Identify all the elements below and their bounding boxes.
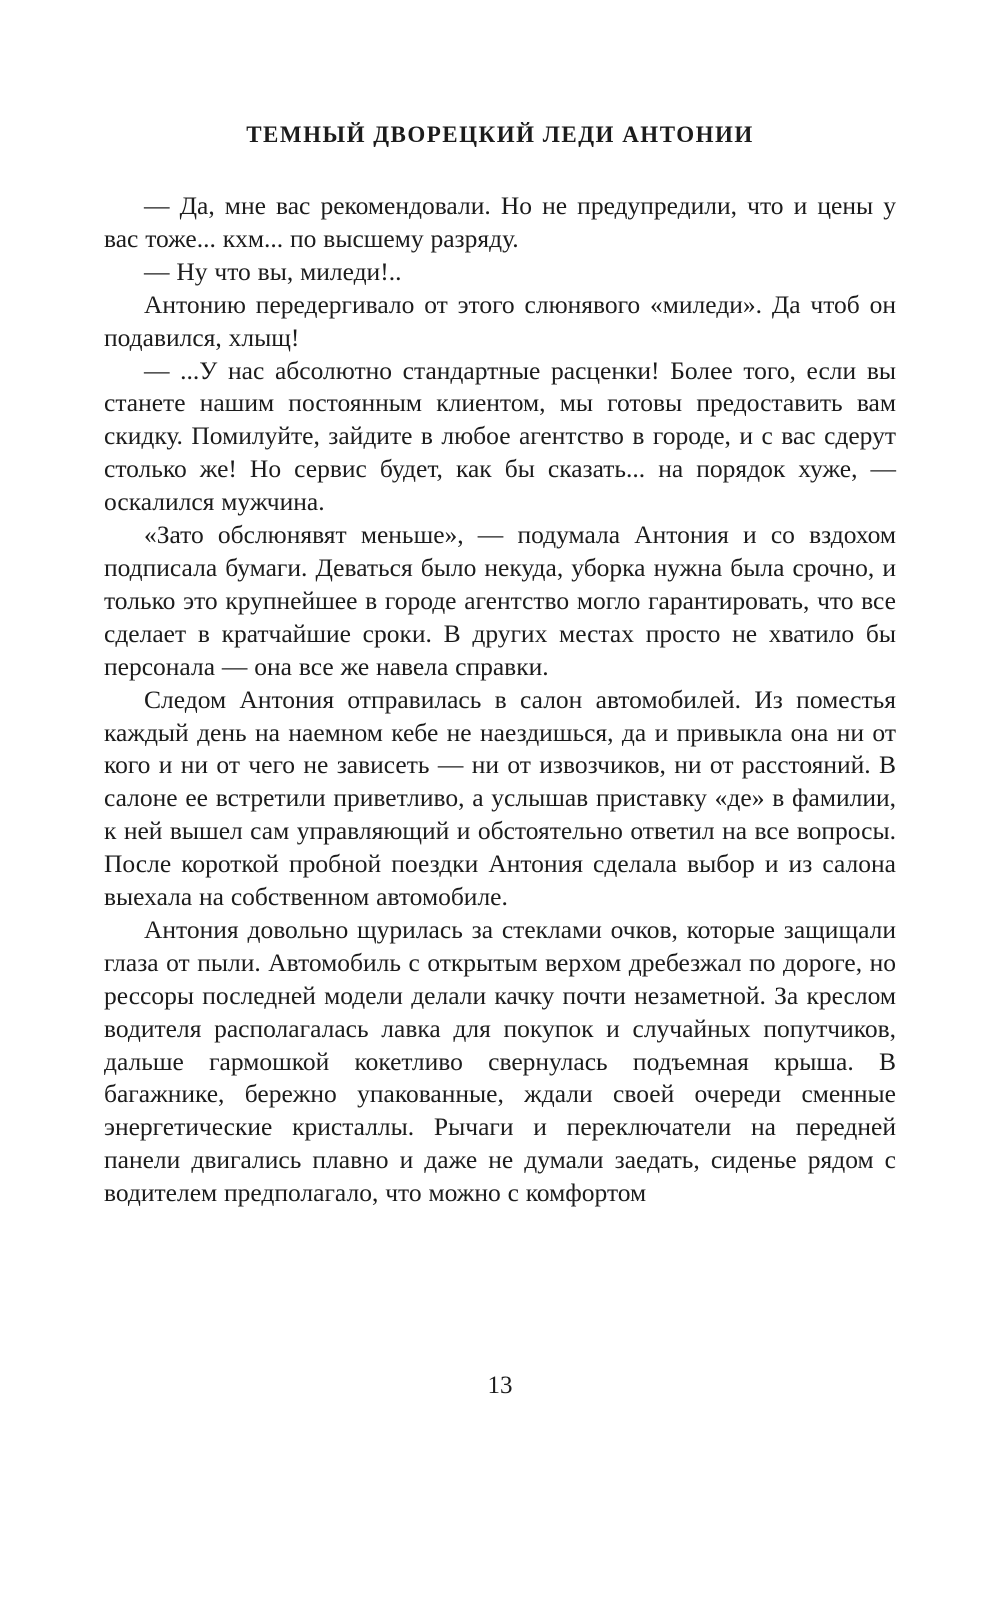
paragraph: — Да, мне вас рекомендовали. Но не предупредили, что и цены у вас тоже... кхм... по высшему разряду. bbox=[104, 191, 896, 253]
paragraph: Следом Антония отправилась в салон автомобилей. Из поместья каждый день на наемном кебе не наездишься, да и привыкла она ни от кого и ни от чего не зависеть — ни от извозчиков, ни от расстояний. В салоне ее встретили приветливо, а услышав приставку «де» в фамилии, к ней вышел сам управляющий и обстоятельно ответил на все вопросы. После короткой пробной поездки Антония сделала выбор и из салона выехала на собственном автомобиле. bbox=[104, 684, 896, 912]
body-text bbox=[104, 190, 896, 1210]
paragraph: Антония довольно щурилась за стеклами очков, которые защищали глаза от пыли. Автомобиль с открытым верхом дребезжал по дороге, но рессоры последней модели делали качку почти незаметной. За креслом водителя располагалась лавка для покупок и случайных попутчиков, дальше гармошкой кокетливо свернулась подъемная крыша. В багажнике, бережно упакованные, ждали своей очереди сменные энергетические кристаллы. Рычаги и переключатели на передней панели двигались плавно и даже не думали заедать, сиденье рядом с водителем предполагало, что можно с комфортом bbox=[104, 914, 896, 1208]
paragraph: «Зато обслюнявят меньше», — подумала Антония и со вздохом подписала бумаги. Деваться было некуда, уборка нужна была срочно, и только это крупнейшее в городе агентство могло гарантировать, что все сделает в кратчайшие сроки. В других местах просто не хватило бы персонала — она все же навела справки. bbox=[104, 520, 896, 681]
page-number: 13 bbox=[487, 1372, 513, 1399]
paragraph: Антонию передергивало от этого слюнявого «миледи». Да чтоб он подавился, хлыщ! bbox=[104, 289, 896, 352]
paragraph: — ...У нас абсолютно стандартные расценки! Более того, если вы станете нашим постоянным клиентом, мы готовы предоставить вам скидку. Помилуйте, зайдите в любое агентство в городе, и с вас сдерут столько же! Но сервис будет, как бы сказать... на порядок хуже, — оскалился мужчина. bbox=[104, 355, 896, 517]
running-head: ТЕМНЫЙ ДВОРЕЦКИЙ ЛЕДИ АНТОНИИ bbox=[246, 122, 754, 147]
paragraph: — Ну что вы, миледи!.. bbox=[144, 256, 402, 286]
